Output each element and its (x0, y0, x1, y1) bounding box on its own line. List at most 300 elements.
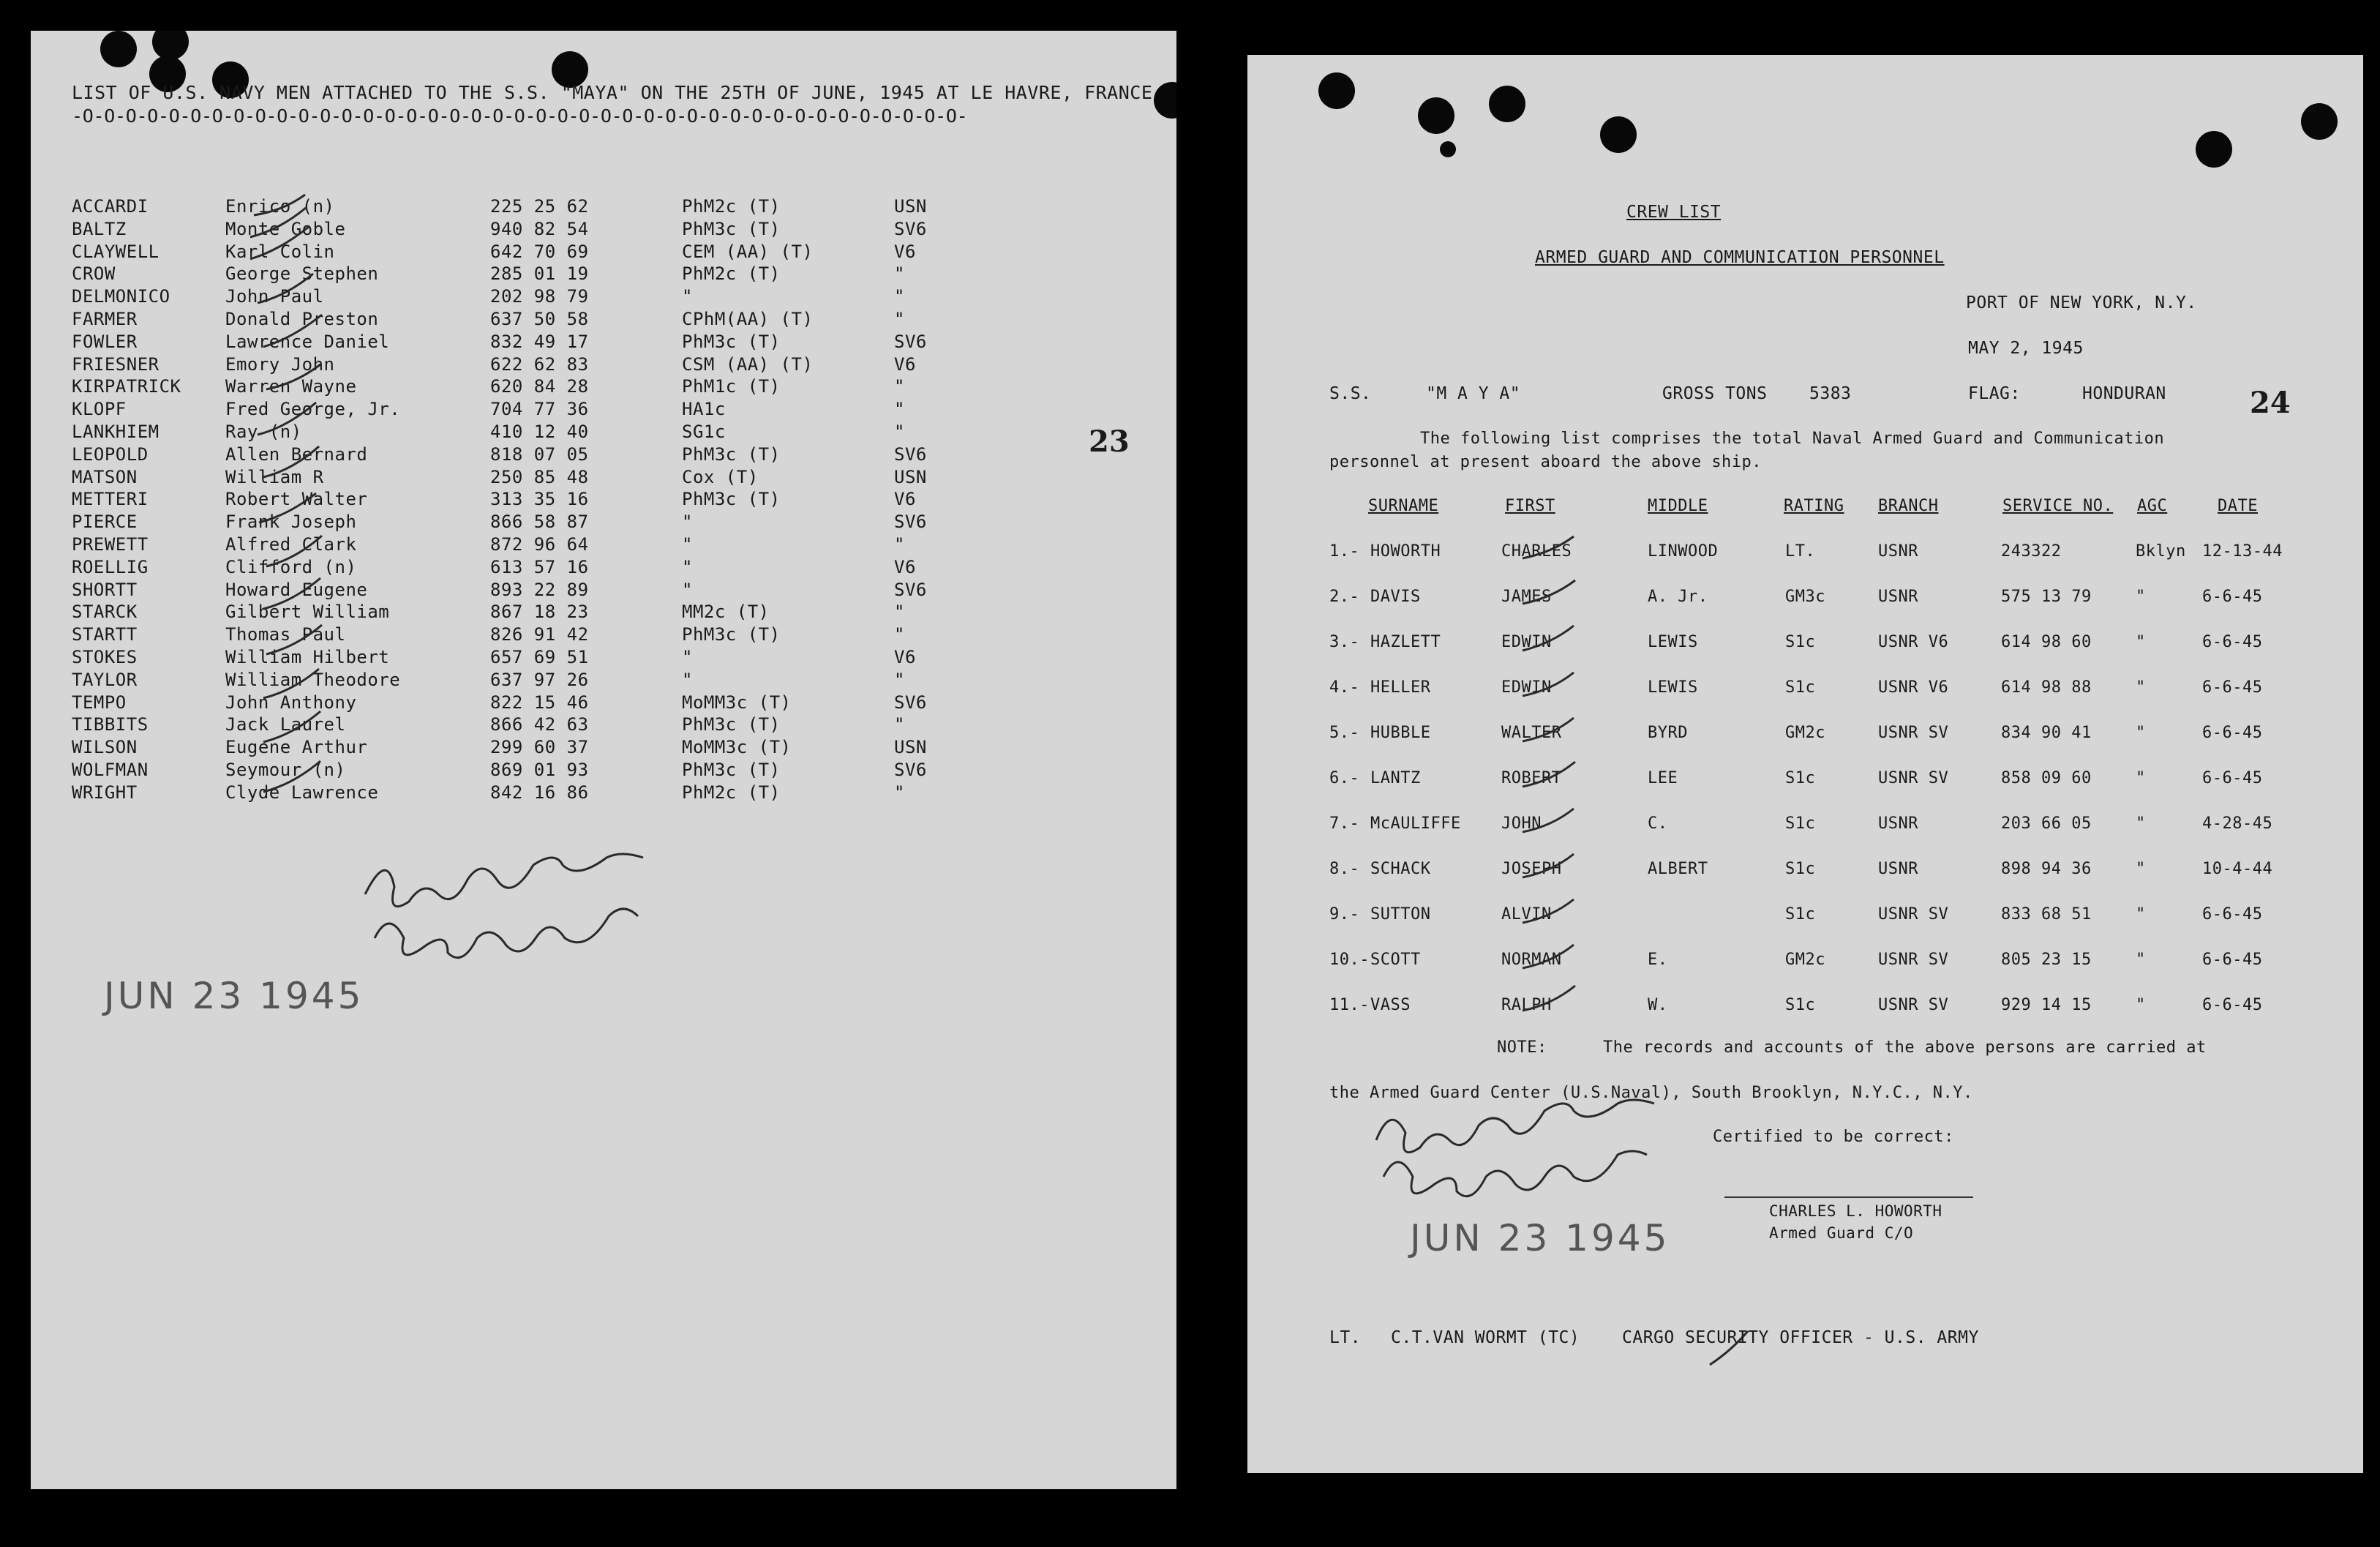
agc-cell: " (2136, 860, 2146, 878)
surname-cell: METTERI (72, 489, 149, 510)
table-row (1247, 907, 2363, 929)
rate-cell: PhM2c (T) (682, 196, 781, 217)
page-number: 23 (1089, 424, 1130, 459)
branch-cell: V6 (894, 241, 916, 262)
document-page-23 (31, 31, 1176, 1489)
rate-cell: MoMM3c (T) (682, 737, 792, 758)
branch-cell: USNR (1878, 814, 1918, 833)
column-header-surname: SURNAME (1368, 497, 1439, 515)
service-number-cell: 622 62 83 (490, 353, 589, 375)
date-stamp: JUN 23 1945 (104, 975, 364, 1017)
given-name-cell: Karl Colin (225, 241, 335, 262)
given-name-cell: George Stephen (225, 263, 379, 285)
service-number-cell: 834 90 41 (2001, 724, 2092, 742)
branch-cell: SV6 (894, 443, 927, 465)
surname-cell: ACCARDI (72, 196, 149, 217)
signer-name: CHARLES L. HOWORTH (1769, 1202, 1942, 1220)
branch-cell: USNR SV (1878, 769, 1949, 787)
branch-cell: USN (894, 466, 927, 487)
service-number-cell: 202 98 79 (490, 286, 589, 307)
first-name-cell: JOSEPH (1501, 860, 1562, 878)
given-name-cell: Clifford (n) (225, 556, 357, 577)
branch-cell: SV6 (894, 760, 927, 780)
punch-hole (1318, 72, 1355, 109)
branch-cell: USNR (1878, 588, 1918, 606)
branch-cell: USNR SV (1878, 905, 1949, 924)
surname-cell: SCOTT (1370, 951, 1421, 969)
first-name-cell: RALPH (1501, 996, 1552, 1014)
document-page-24 (1247, 55, 2363, 1473)
surname-cell: WOLFMAN (72, 760, 149, 780)
branch-cell: USNR V6 (1878, 633, 1949, 651)
given-name-cell: Jack Laurel (225, 714, 346, 735)
surname-cell: FARMER (72, 309, 138, 329)
branch-cell: " (894, 669, 905, 690)
date-cell: 10-4-44 (2202, 860, 2273, 878)
crew-list-title: CREW LIST (1626, 203, 1722, 222)
surname-cell: HELLER (1370, 678, 1431, 697)
rating-cell: S1c (1785, 633, 1816, 651)
service-number-cell: 620 84 28 (490, 376, 589, 397)
punch-hole (152, 31, 189, 60)
branch-cell: " (894, 263, 905, 285)
surname-cell: TIBBITS (72, 714, 149, 735)
branch-cell: " (894, 534, 905, 555)
service-number-cell: 704 77 36 (490, 399, 589, 420)
port: PORT OF NEW YORK, N.Y. (1966, 293, 2197, 312)
row-number-cell: 4.- (1329, 678, 1360, 697)
first-name-cell: JOHN (1501, 814, 1542, 833)
service-number-cell: 866 42 63 (490, 714, 589, 735)
middle-name-cell: LEWIS (1648, 633, 1698, 651)
service-number-cell: 613 57 16 (490, 556, 589, 577)
first-name-cell: EDWIN (1501, 678, 1552, 697)
surname-cell: McAULIFFE (1370, 814, 1461, 833)
service-number-cell: 866 58 87 (490, 512, 589, 533)
punch-hole (1418, 97, 1454, 134)
rate-cell: " (682, 579, 693, 600)
date-cell: 6-6-45 (2202, 633, 2263, 651)
rate-cell: PhM3c (T) (682, 760, 781, 780)
page-number: 24 (2250, 386, 2291, 420)
flag: HONDURAN (2082, 384, 2166, 403)
middle-name-cell: BYRD (1648, 724, 1688, 742)
service-number-cell: 250 85 48 (490, 466, 589, 487)
table-row (1247, 861, 2363, 883)
date-stamp: JUN 23 1945 (1410, 1217, 1670, 1259)
branch-cell: SV6 (894, 692, 927, 713)
surname-cell: WRIGHT (72, 782, 138, 803)
first-name-cell: NORMAN (1501, 951, 1562, 969)
branch-cell: USNR SV (1878, 724, 1949, 742)
branch-cell: V6 (894, 489, 916, 510)
date-cell: 6-6-45 (2202, 769, 2263, 787)
rate-cell: " (682, 512, 693, 533)
branch-cell: SV6 (894, 512, 927, 533)
table-row (31, 265, 1176, 287)
table-row (1247, 997, 2363, 1019)
table-row (31, 468, 1176, 490)
rating-cell: S1c (1785, 814, 1816, 833)
agc-cell: " (2136, 905, 2146, 924)
column-header-first: FIRST (1505, 497, 1555, 515)
given-name-cell: Alfred Clark (225, 534, 357, 555)
surname-cell: LEOPOLD (72, 443, 149, 465)
date-cell: 4-28-45 (2202, 814, 2273, 833)
service-number-cell: 805 23 15 (2001, 951, 2092, 969)
service-number-cell: 225 25 62 (490, 196, 589, 217)
table-row (31, 378, 1176, 400)
branch-cell: " (894, 422, 905, 442)
surname-cell: WILSON (72, 737, 138, 758)
row-number-cell: 10.- (1329, 951, 1370, 969)
date-cell: 12-13-44 (2202, 542, 2283, 561)
date-cell: 6-6-45 (2202, 588, 2263, 606)
first-name-cell: ROBERT (1501, 769, 1562, 787)
surname-cell: TAYLOR (72, 669, 138, 690)
given-name-cell: Fred George, Jr. (225, 399, 401, 420)
service-number-cell: 818 07 05 (490, 443, 589, 465)
date-cell: 6-6-45 (2202, 678, 2263, 697)
list-date: MAY 2, 1945 (1968, 339, 2084, 358)
given-name-cell: William R (225, 466, 324, 487)
surname-cell: FRIESNER (72, 353, 159, 375)
surname-cell: DELMONICO (72, 286, 170, 307)
branch-cell: V6 (894, 353, 916, 375)
surname-cell: PREWETT (72, 534, 149, 555)
agc-cell: " (2136, 678, 2146, 697)
service-number-cell: 929 14 15 (2001, 996, 2092, 1014)
rate-cell: PhM2c (T) (682, 782, 781, 803)
column-header-middle: MIDDLE (1648, 497, 1708, 515)
row-number-cell: 9.- (1329, 905, 1360, 924)
certification: Certified to be correct: (1713, 1128, 1954, 1146)
service-number-cell: 872 96 64 (490, 534, 589, 555)
table-row (1247, 816, 2363, 838)
table-row (31, 423, 1176, 445)
table-row (1247, 771, 2363, 793)
table-row (31, 333, 1176, 355)
given-name-cell: Clyde Lawrence (225, 782, 379, 803)
agc-cell: " (2136, 951, 2146, 969)
rating-cell: LT. (1785, 542, 1816, 561)
table-row (31, 490, 1176, 512)
rating-cell: S1c (1785, 769, 1816, 787)
branch-cell: USN (894, 737, 927, 758)
branch-cell: USNR SV (1878, 996, 1949, 1014)
rate-cell: Cox (T) (682, 466, 759, 487)
surname-cell: PIERCE (72, 512, 138, 533)
rating-cell: S1c (1785, 860, 1816, 878)
first-name-cell: CHARLES (1501, 542, 1572, 561)
given-name-cell: Gilbert William (225, 602, 390, 623)
given-name-cell: Robert Walter (225, 489, 368, 510)
branch-cell: V6 (894, 647, 916, 667)
service-number-cell: 313 35 16 (490, 489, 589, 510)
given-name-cell: Monte Goble (225, 218, 346, 239)
rating-cell: S1c (1785, 678, 1816, 697)
punch-hole (2301, 103, 2338, 140)
table-row (31, 400, 1176, 422)
surname-cell: KLOPF (72, 399, 127, 420)
branch-cell: " (894, 782, 905, 803)
signer-title: Armed Guard C/O (1769, 1224, 1914, 1242)
table-row (31, 648, 1176, 670)
table-row (31, 288, 1176, 310)
surname-cell: VASS (1370, 996, 1411, 1014)
punch-hole (1489, 86, 1525, 122)
table-row (31, 353, 1176, 378)
service-number-cell: 614 98 60 (2001, 633, 2092, 651)
rate-cell: PhM3c (T) (682, 331, 781, 352)
ship-name: "M A Y A" (1426, 384, 1521, 403)
service-number-cell: 657 69 51 (490, 647, 589, 667)
rating-cell: GM2c (1785, 724, 1825, 742)
row-number-cell: 3.- (1329, 633, 1360, 651)
rate-cell: PhM2c (T) (682, 263, 781, 285)
gross-tons-label: GROSS TONS (1662, 384, 1768, 403)
service-number-cell: 637 50 58 (490, 309, 589, 329)
service-number-cell: 203 66 05 (2001, 814, 2092, 833)
branch-cell: SV6 (894, 579, 927, 600)
row-number-cell: 5.- (1329, 724, 1360, 742)
row-number-cell: 8.- (1329, 860, 1360, 878)
service-number-cell: 833 68 51 (2001, 905, 2092, 924)
first-name-cell: ALVIN (1501, 905, 1552, 924)
given-name-cell: John Paul (225, 286, 324, 307)
first-name-cell: JAMES (1501, 588, 1552, 606)
footer-officer: C.T.VAN WORMT (TC) (1391, 1328, 1580, 1347)
given-name-cell: Ray (n) (225, 422, 302, 442)
branch-cell: " (894, 399, 905, 420)
date-cell: 6-6-45 (2202, 996, 2263, 1014)
middle-name-cell: E. (1648, 951, 1668, 969)
service-number-cell: 410 12 40 (490, 422, 589, 442)
middle-name-cell: LINWOOD (1648, 542, 1719, 561)
rate-cell: PhM1c (T) (682, 376, 781, 397)
surname-cell: STARCK (72, 602, 138, 623)
surname-cell: SUTTON (1370, 905, 1431, 924)
service-number-cell: 858 09 60 (2001, 769, 2092, 787)
branch-cell: USNR (1878, 542, 1918, 561)
table-row (31, 671, 1176, 693)
note-text: The records and accounts of the above persons are carried at (1603, 1038, 2207, 1057)
agc-cell: " (2136, 769, 2146, 787)
table-row (31, 198, 1176, 220)
surname-cell: DAVIS (1370, 588, 1421, 606)
rate-cell: PhM3c (T) (682, 624, 781, 645)
handwritten-signature (1247, 55, 2363, 1473)
row-number-cell: 11.- (1329, 996, 1370, 1014)
branch-cell: USN (894, 196, 927, 217)
ship-label: S.S. (1329, 384, 1372, 403)
rating-cell: GM3c (1785, 588, 1825, 606)
branch-cell: " (894, 602, 905, 623)
service-number-cell: 940 82 54 (490, 218, 589, 239)
punch-hole (1600, 116, 1637, 153)
surname-cell: TEMPO (72, 692, 127, 713)
note-text: the Armed Guard Center (U.S.Naval), South Brooklyn, N.Y.C., N.Y. (1329, 1084, 1973, 1102)
middle-name-cell: W. (1648, 996, 1668, 1014)
agc-cell: " (2136, 996, 2146, 1014)
given-name-cell: Lawrence Daniel (225, 331, 390, 352)
rate-cell: PhM3c (T) (682, 218, 781, 239)
middle-name-cell: LEWIS (1648, 678, 1698, 697)
branch-cell: " (894, 286, 905, 307)
branch-cell: " (894, 309, 905, 329)
service-number-cell: 243322 (2001, 542, 2062, 561)
middle-name-cell: C. (1648, 814, 1668, 833)
given-name-cell: Eugene Arthur (225, 737, 368, 758)
column-header-agc: AGC (2137, 497, 2168, 515)
rate-cell: PhM3c (T) (682, 714, 781, 735)
date-cell: 6-6-45 (2202, 905, 2263, 924)
branch-cell: " (894, 376, 905, 397)
surname-cell: SCHACK (1370, 860, 1431, 878)
rate-cell: CEM (AA) (T) (682, 241, 814, 262)
title-divider: -O-O-O-O-O-O-O-O-O-O-O-O-O-O-O-O-O-O-O-O-O-O-O-O-O-O-O-O-O-O-O-O-O-O-O-O-O-O-O-O-O- (72, 105, 968, 127)
agc-cell: Bklyn (2136, 542, 2186, 561)
service-number-cell: 826 91 42 (490, 624, 589, 645)
branch-cell: SV6 (894, 331, 927, 352)
signature-line (1724, 1196, 1973, 1198)
surname-cell: CROW (72, 263, 116, 285)
surname-cell: ROELLIG (72, 556, 149, 577)
table-row (31, 310, 1176, 332)
service-number-cell: 869 01 93 (490, 760, 589, 780)
column-header-rating: RATING (1784, 497, 1844, 515)
branch-cell: USNR SV (1878, 951, 1949, 969)
rate-cell: MoMM3c (T) (682, 692, 792, 713)
surname-cell: LANKHIEM (72, 422, 159, 442)
surname-cell: HAZLETT (1370, 633, 1441, 651)
surname-cell: MATSON (72, 466, 138, 487)
note-label: NOTE: (1497, 1038, 1547, 1057)
rate-cell: HA1c (682, 399, 726, 420)
column-header-date: DATE (2218, 497, 2258, 515)
rating-cell: S1c (1785, 996, 1816, 1014)
rate-cell: PhM3c (T) (682, 489, 781, 510)
rate-cell: " (682, 556, 693, 577)
service-number-cell: 898 94 36 (2001, 860, 2092, 878)
footer-role: CARGO SECURITY OFFICER - U.S. ARMY (1622, 1328, 1979, 1347)
middle-name-cell: ALBERT (1648, 860, 1708, 878)
branch-cell: SV6 (894, 218, 927, 239)
surname-cell: HOWORTH (1370, 542, 1441, 561)
rate-cell: " (682, 534, 693, 555)
table-row (31, 581, 1176, 603)
branch-cell: USNR (1878, 860, 1918, 878)
rate-cell: CPhM(AA) (T) (682, 309, 814, 329)
service-number-cell: 285 01 19 (490, 263, 589, 285)
given-name-cell: Donald Preston (225, 309, 379, 329)
surname-cell: BALTZ (72, 218, 127, 239)
table-row (1247, 634, 2363, 656)
service-number-cell: 832 49 17 (490, 331, 589, 352)
crew-list-subtitle: ARMED GUARD AND COMMUNICATION PERSONNEL (1535, 248, 1945, 267)
row-number-cell: 7.- (1329, 814, 1360, 833)
service-number-cell: 299 60 37 (490, 737, 589, 758)
surname-cell: FOWLER (72, 331, 138, 352)
table-row (31, 513, 1176, 535)
punch-hole (1440, 141, 1456, 157)
flag-label: FLAG: (1968, 384, 2021, 403)
list-title: LIST OF U.S. NAVY MEN ATTACHED TO THE S.S. "MAYA" ON THE 25TH OF JUNE, 1945 AT LE HAVRE, FRANCE (72, 82, 1153, 103)
table-row (1247, 952, 2363, 974)
row-number-cell: 1.- (1329, 542, 1360, 561)
service-number-cell: 637 97 26 (490, 669, 589, 690)
agc-cell: " (2136, 814, 2146, 833)
punch-hole (2196, 131, 2232, 168)
surname-cell: STARTT (72, 624, 138, 645)
rate-cell: " (682, 669, 693, 690)
service-number-cell: 867 18 23 (490, 602, 589, 623)
given-name-cell: Emory John (225, 353, 335, 375)
service-number-cell: 614 98 88 (2001, 678, 2092, 697)
service-number-cell: 575 13 79 (2001, 588, 2092, 606)
surname-cell: SHORTT (72, 579, 138, 600)
middle-name-cell: A. Jr. (1648, 588, 1708, 606)
given-name-cell: William Theodore (225, 669, 401, 690)
given-name-cell: Allen Bernard (225, 443, 368, 465)
rate-cell: " (682, 647, 693, 667)
table-row (31, 626, 1176, 648)
given-name-cell: Enrico (n) (225, 196, 335, 217)
branch-cell: " (894, 714, 905, 735)
surname-cell: CLAYWELL (72, 241, 159, 262)
punch-hole (100, 31, 137, 67)
table-row (31, 761, 1176, 783)
table-row (31, 738, 1176, 760)
service-number-cell: 822 15 46 (490, 692, 589, 713)
intro-text: personnel at present aboard the above ship. (1329, 453, 1763, 471)
surname-cell: STOKES (72, 647, 138, 667)
given-name-cell: Seymour (n) (225, 760, 346, 780)
table-row (31, 716, 1176, 738)
table-row (1247, 544, 2363, 566)
table-row (31, 558, 1176, 580)
date-cell: 6-6-45 (2202, 951, 2263, 969)
table-row (31, 443, 1176, 468)
given-name-cell: Thomas Paul (225, 624, 346, 645)
service-number-cell: 642 70 69 (490, 241, 589, 262)
agc-cell: " (2136, 588, 2146, 606)
row-number-cell: 6.- (1329, 769, 1360, 787)
intro-text: The following list comprises the total Naval Armed Guard and Communication (1420, 430, 2165, 448)
column-header-service-no: SERVICE NO. (2002, 497, 2114, 515)
rating-cell: GM2c (1785, 951, 1825, 969)
table-row (31, 784, 1176, 806)
table-row (31, 220, 1176, 242)
given-name-cell: William Hilbert (225, 647, 390, 667)
branch-cell: V6 (894, 556, 916, 577)
rate-cell: CSM (AA) (T) (682, 353, 814, 375)
rate-cell: SG1c (682, 422, 726, 442)
given-name-cell: Warren Wayne (225, 376, 357, 397)
column-header-branch: BRANCH (1878, 497, 1939, 515)
surname-cell: LANTZ (1370, 769, 1421, 787)
given-name-cell: Frank Joseph (225, 512, 357, 533)
service-number-cell: 842 16 86 (490, 782, 589, 803)
given-name-cell: Howard Eugene (225, 579, 368, 600)
rate-cell: PhM3c (T) (682, 443, 781, 465)
table-row (1247, 589, 2363, 611)
date-cell: 6-6-45 (2202, 724, 2263, 742)
gross-tons: 5383 (1809, 384, 1852, 403)
surname-cell: HUBBLE (1370, 724, 1431, 742)
rate-cell: " (682, 286, 693, 307)
given-name-cell: John Anthony (225, 692, 357, 713)
